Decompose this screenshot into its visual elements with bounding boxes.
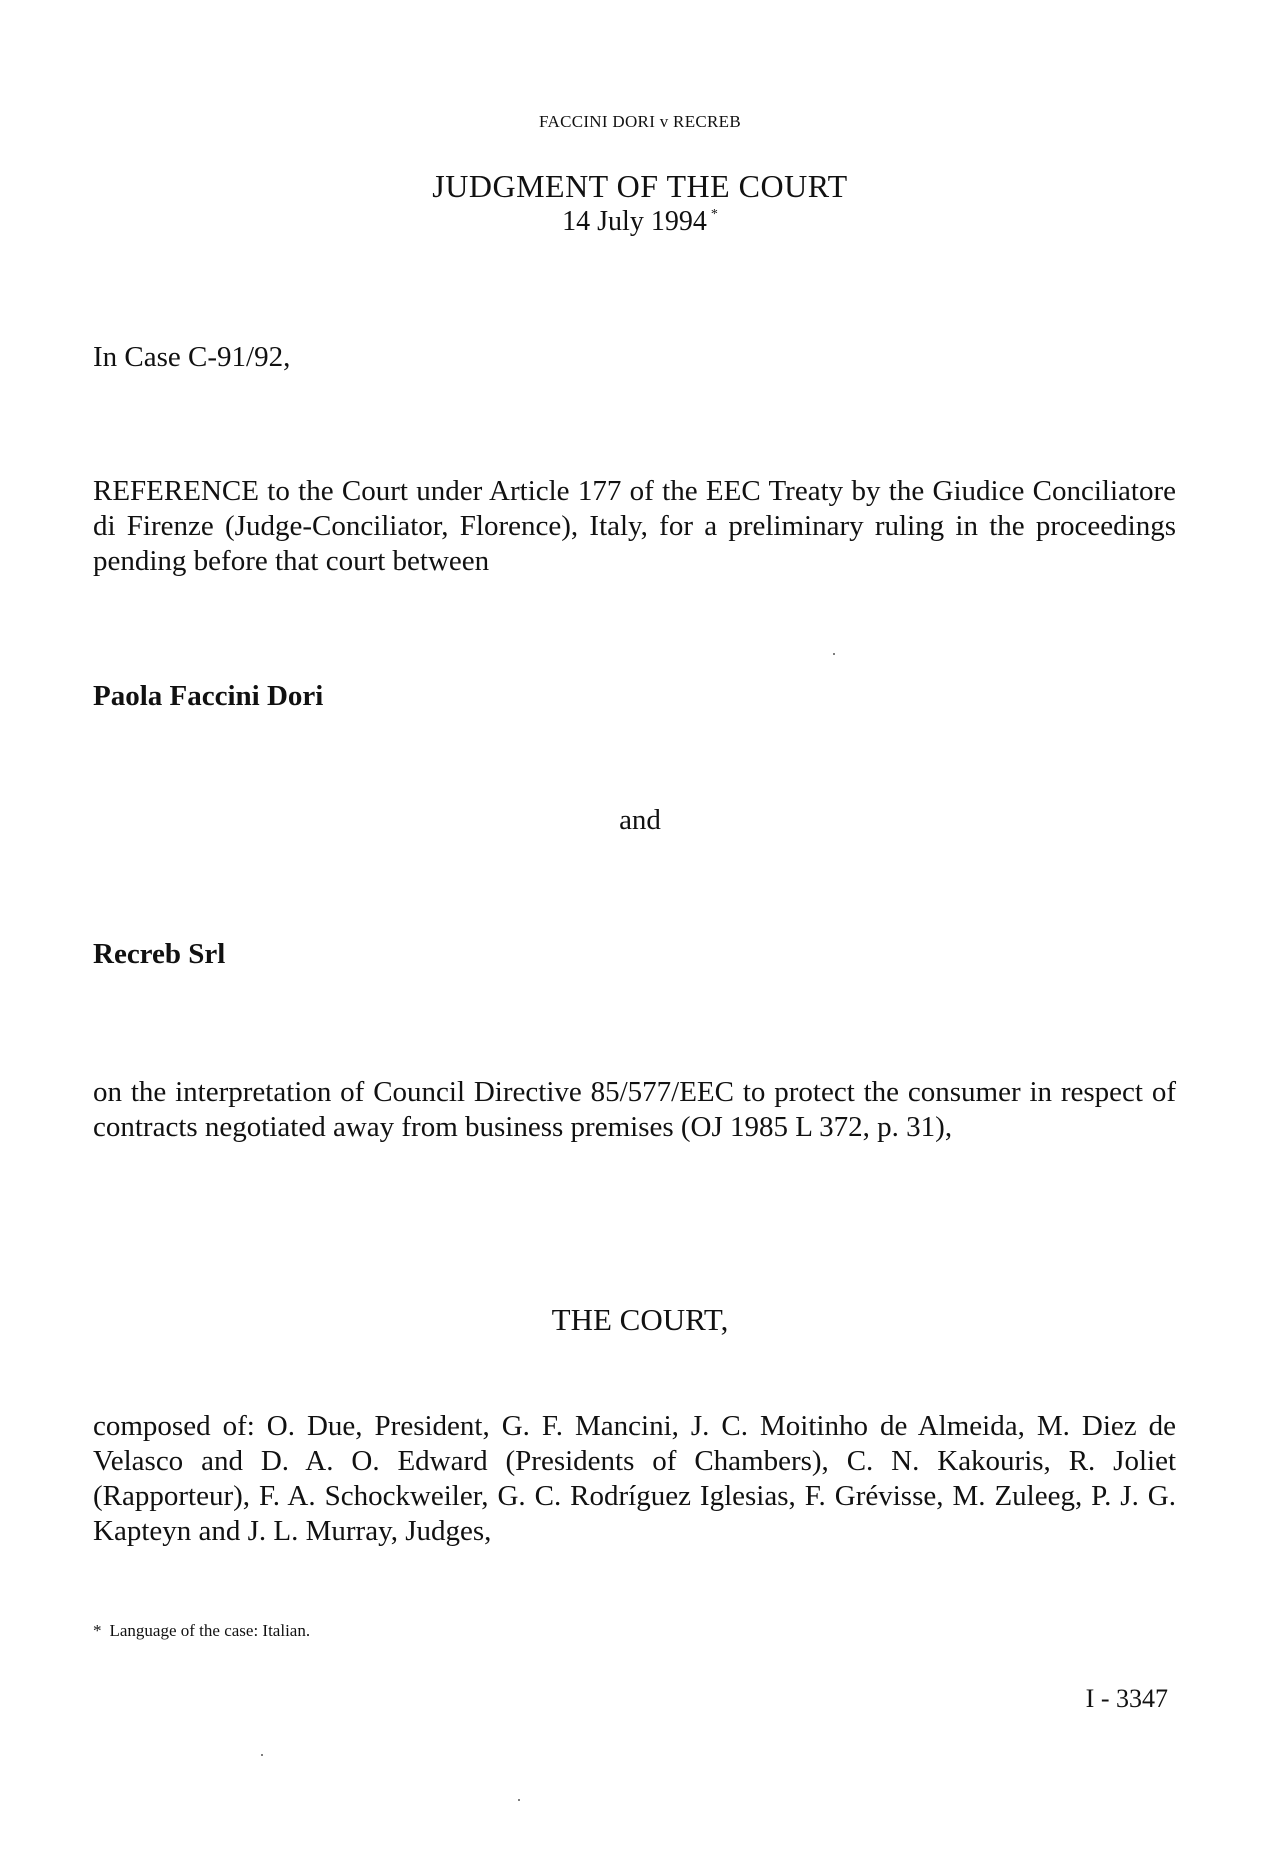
footnote bbox=[93, 1621, 310, 1641]
page-number: I - 3347 bbox=[1085, 1684, 1168, 1713]
scan-speck bbox=[261, 1754, 263, 1756]
judgment-date-line bbox=[0, 206, 1280, 238]
footnote-text: Language of the case: Italian. bbox=[109, 1621, 311, 1640]
footnote-marker: * bbox=[93, 1621, 102, 1640]
running-head: FACCINI DORI v RECREB bbox=[539, 112, 741, 131]
reference-paragraph: REFERENCE to the Court under Article 177 of the EEC Treaty by the Giudice Conciliatore di Firenze (Judge-Conciliator, Florence), Italy, for a preliminary ruling in the proceedings pending before that court between bbox=[93, 475, 1176, 577]
date-footnote-marker: * bbox=[710, 207, 718, 222]
interpretation-paragraph: on the interpretation of Council Directive 85/577/EEC to protect the consumer in respect of contracts negotiated away from business premises (OJ 1985 L 372, p. 31), bbox=[93, 1076, 1176, 1143]
party-applicant: Paola Faccini Dori bbox=[93, 680, 324, 712]
scan-speck bbox=[833, 653, 835, 655]
court-heading: THE COURT, bbox=[551, 1302, 729, 1337]
judgment-date: 14 July 1994 bbox=[562, 206, 707, 237]
party-conjunction: and bbox=[619, 804, 661, 836]
judgment-title: JUDGMENT OF THE COURT bbox=[432, 168, 848, 204]
scan-speck bbox=[518, 1799, 520, 1801]
case-number: In Case C-91/92, bbox=[93, 341, 291, 373]
party-defendant: Recreb Srl bbox=[93, 938, 226, 970]
court-composition-paragraph: composed of: O. Due, President, G. F. Mancini, J. C. Moitinho de Almeida, M. Diez de Velasco and D. A. O. Edward (Presidents of Chambers), C. N. Kakouris, R. Joliet (Rapporteur), F. A. Schockweiler, G. C. Rodríguez Iglesias, F. Grévisse, M. Zuleeg, P. J. G. Kapteyn and J. L. Murray, Judges, bbox=[93, 1410, 1176, 1547]
